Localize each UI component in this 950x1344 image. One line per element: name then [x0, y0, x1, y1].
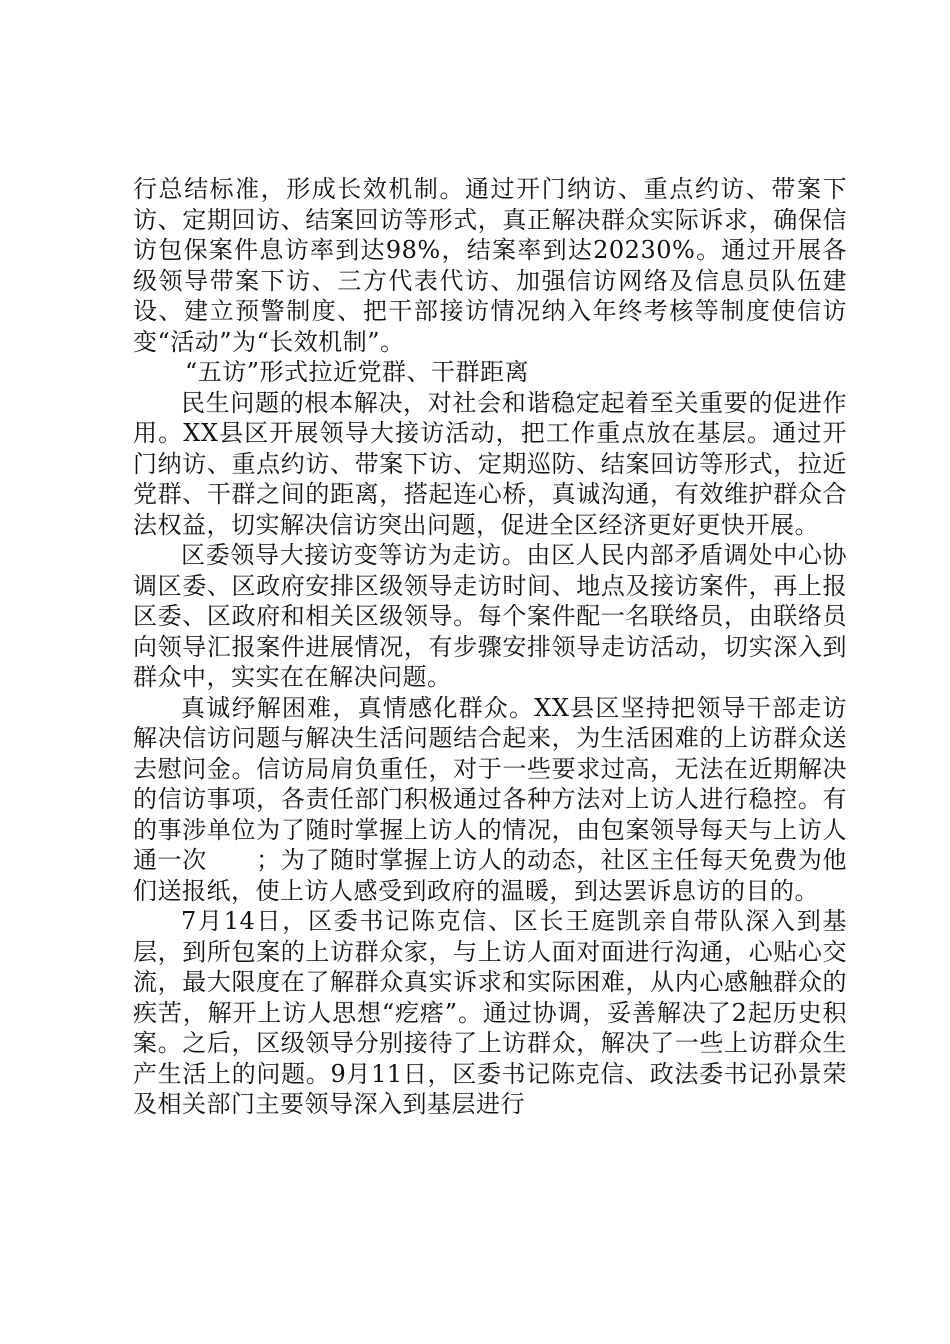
section-heading: “五访”形式拉近党群、干群距离 — [185, 358, 530, 386]
paragraph-continuation: 行总结标准，形成长效机制。通过开门纳访、重点约访、带案下访、定期回访、结案回访等形式，真正解决群众实际诉求，确保信访包保案件息访率到达98%，结案率到达20230%。通过开展各级领导带案下访、三方代表代访、加强信访网络及信息员队伍建设、建立预警制度、把干部接访情况纳入年终考核等制度使信访变“活动”为“长效机制”。 — [133, 175, 847, 356]
paragraph-visit-change: 区委领导大接访变等访为走访。由区人民内部矛盾调处中心协调区委、区政府安排区级领导走访时间、地点及接访案件，再上报区委、区政府和相关区级领导。每个案件配一名联络员，由联络员向领导汇报案件进展情况，有步骤安排领导走访活动，切实深入到群众中，实实在在解决问题。 — [133, 541, 847, 691]
document-body — [133, 174, 847, 1120]
paragraph-livelihood: 民生问题的根本解决，对社会和谐稳定起着至关重要的促进作用。XX县区开展领导大接访活动，把工作重点放在基层。通过开门纳访、重点约访、带案下访、定期巡防、结案回访等形式，拉近党群、干群之间的距离，搭起连心桥，真诚沟通，有效维护群众合法权益，切实解决信访突出问题，促进全区经济更好更快开展。 — [133, 388, 847, 539]
paragraph-relief: 真诚纾解困难，真情感化群众。XX县区坚持把领导干部走访解决信访问题与解决生活问题结合起来，为生活困难的上访群众送去慰问金。信访局肩负重任，对于一些要求过高，无法在近期解决的信访事项，各责任部门积极通过各种方法对上访人进行稳控。有的事涉单位为了随时掌握上访人的情况，由包案领导每天与上访人通一次 ；为了随时掌握上访人的动态，社区主任每天免费为他们送报纸，使上访人感受到政府的温暖，到达罢诉息访的目的。 — [133, 693, 847, 905]
paragraph-july-visit: 7月14日，区委书记陈克信、区长王庭凯亲自带队深入到基层，到所包案的上访群众家，与上访人面对面进行沟通，心贴心交流，最大限度在了解群众真实诉求和实际困难，从内心感触群众的疾苦，解开上访人思想“疙瘩”。通过协调，妥善解决了2起历史积案。之后，区级领导分别接待了上访群众，解决了一些上访群众生产生活上的问题。9月11日，区委书记陈克信、政法委书记孙景荣及相关部门主要领导深入到基层进行 — [133, 907, 847, 1118]
